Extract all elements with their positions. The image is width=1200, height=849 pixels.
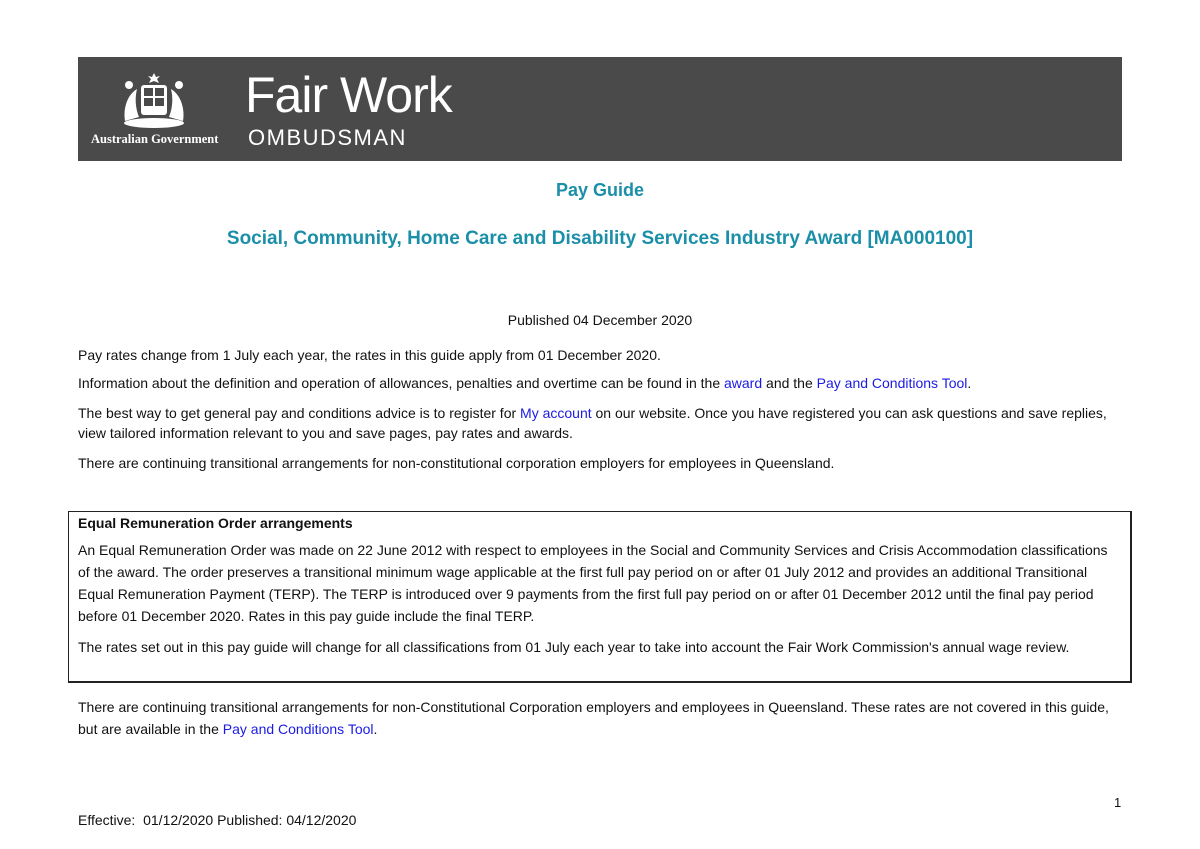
paragraph-transitional: There are continuing transitional arrangements for non-constitutional corporation employers for employees in Queensland. [78,455,835,471]
header-banner [78,57,1122,161]
paragraph-text: . [373,721,378,737]
page-title: Pay Guide [555,180,645,200]
box-paragraph-order: An Equal Remuneration Order was made on 22 June 2012 with respect to employees in the Social and Community Services and Crisis Accommodation classifications of the award. The order preserves a transitional minimum wage applicable at the first full pay period on or after 01 July 2012 and provides an additional Transitional Equal Remuneration Payment (TERP). The TERP is introduced over 9 payments from the first full pay period on or after 01 December 2012 until the final pay period before 01 December 2020. Rates in this pay guide include the final TERP. [78,542,1108,624]
brand-subtitle: OMBUDSMAN [248,125,407,150]
paragraph-text: There are continuing transitional arrangements for non-Constitutional Corporation employers and employees in Queensland. These rates are not covered in this guide, but are available in the [78,699,1109,737]
my-account-link[interactable]: My account [520,405,592,421]
paragraph-allowances [78,373,1128,393]
paragraph-text: . [967,375,972,391]
award-title: Social, Community, Home Care and Disability Services Industry Award [MA000100] [226,228,974,249]
footer-effective-date: Effective: 01/12/2020 Published: 04/12/2020 [78,812,357,828]
award-link[interactable]: award [724,375,763,391]
paragraph-my-account [78,403,1128,443]
coat-of-arms-icon [119,71,189,133]
equal-remuneration-box [68,511,1132,683]
paragraph-transitional-tool [78,696,1128,740]
brand-name: Fair Work [245,67,452,123]
page-number: 1 [1114,795,1122,810]
paragraph-text: Information about the definition and operation of allowances, penalties and overtime can be found in the [78,375,724,391]
box-title: Equal Remuneration Order arrangements [78,515,353,531]
published-date: Published 04 December 2020 [507,312,693,328]
paragraph-text: on our website. Once you have registered you can ask questions and save replies, view tailored information relevant to you and save pages, pay rates and awards. [78,405,1107,441]
pay-conditions-tool-link-2[interactable]: Pay and Conditions Tool [222,721,374,737]
pay-conditions-tool-link[interactable]: Pay and Conditions Tool [816,375,968,391]
government-label: Australian Government [91,132,219,146]
paragraph-text: and the [762,375,817,391]
box-paragraph-rates: The rates set out in this pay guide will change for all classifications from 01 July each year to take into account the Fair Work Commission's annual wage review. [78,639,1070,655]
paragraph-text: The best way to get general pay and conditions advice is to register for [78,405,521,421]
paragraph-pay-rates: Pay rates change from 1 July each year, the rates in this guide apply from 01 December 2020. [78,347,661,363]
